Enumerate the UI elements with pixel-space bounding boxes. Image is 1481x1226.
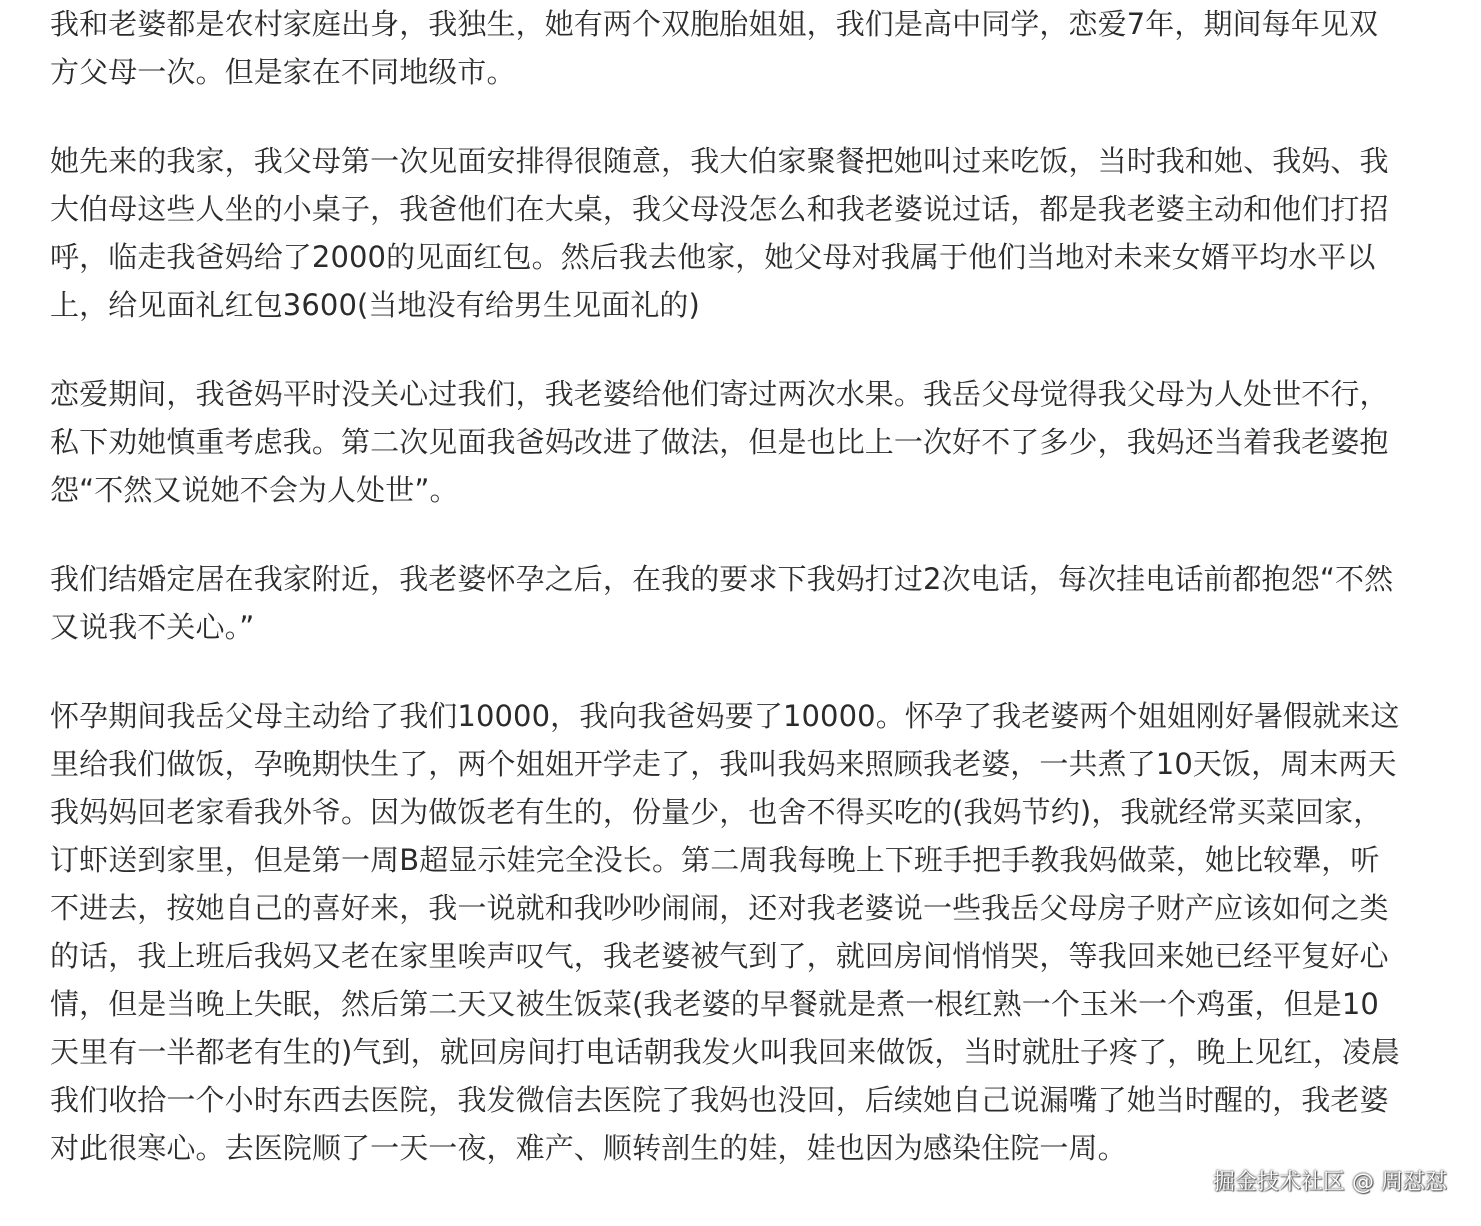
article-body xyxy=(50,0,1400,1172)
paragraph-1: 我和老婆都是农村家庭出身，我独生，她有两个双胞胎姐姐，我们是高中同学，恋爱7年，期间每年见双方父母一次。但是家在不同地级市。 xyxy=(50,7,1379,89)
paragraph-3: 恋爱期间，我爸妈平时没关心过我们，我老婆给他们寄过两次水果。我岳父母觉得我父母为人处世不行，私下劝她慎重考虑我。第二次见面我爸妈改进了做法，但是也比上一次好不了多少，我妈还当着我老婆抱怨“不然又说她不会为人处世”。 xyxy=(50,377,1389,507)
paragraph-5: 怀孕期间我岳父母主动给了我们10000，我向我爸妈要了10000。怀孕了我老婆两个姐姐刚好暑假就来这里给我们做饭，孕晚期快生了，两个姐姐开学走了，我叫我妈来照顾我老婆，一共煮了10天饭，周末两天我妈妈回老家看我外爷。因为做饭老有生的，份量少，也舍不得买吃的(我妈节约)，我就经常买菜回家，订虾送到家里，但是第一周B超显示娃完全没长。第二周我每晚上下班手把手教我妈做菜，她比较犟，听不进去，按她自己的喜好来，我一说就和我吵吵闹闹，还对我老婆说一些我岳父母房子财产应该如何之类的话，我上班后我妈又老在家里唉声叹气，我老婆被气到了，就回房间悄悄哭，等我回来她已经平复好心情，但是当晚上失眠，然后第二天又被生饭菜(我老婆的早餐就是煮一根红熟一个玉米一个鸡蛋，但是10天里有一半都老有生的)气到，就回房间打电话朝我发火叫我回来做饭，当时就肚子疼了，晚上见红，凌晨我们收拾一个小时东西去医院，我发微信去医院了我妈也没回，后续她自己说漏嘴了她当时醒的，我老婆对此很寒心。去医院顺了一天一夜，难产、顺转剖生的娃，娃也因为感染住院一周。 xyxy=(50,699,1401,1165)
paragraph-2: 她先来的我家，我父母第一次见面安排得很随意，我大伯家聚餐把她叫过来吃饭，当时我和她、我妈、我大伯母这些人坐的小桌子，我爸他们在大桌，我父母没怎么和我老婆说过话，都是我老婆主动和他们打招呼，临走我爸妈给了2000的见面红包。然后我去他家，她父母对我属于他们当地对未来女婿平均水平以上，给见面礼红包3600(当地没有给男生见面礼的) xyxy=(50,144,1389,322)
watermark-text: 掘金技术社区 @ 周怼怼 xyxy=(1213,1170,1447,1195)
paragraph-4: 我们结婚定居在我家附近，我老婆怀孕之后，在我的要求下我妈打过2次电话，每次挂电话前都抱怨“不然又说我不关心。” xyxy=(50,562,1394,644)
